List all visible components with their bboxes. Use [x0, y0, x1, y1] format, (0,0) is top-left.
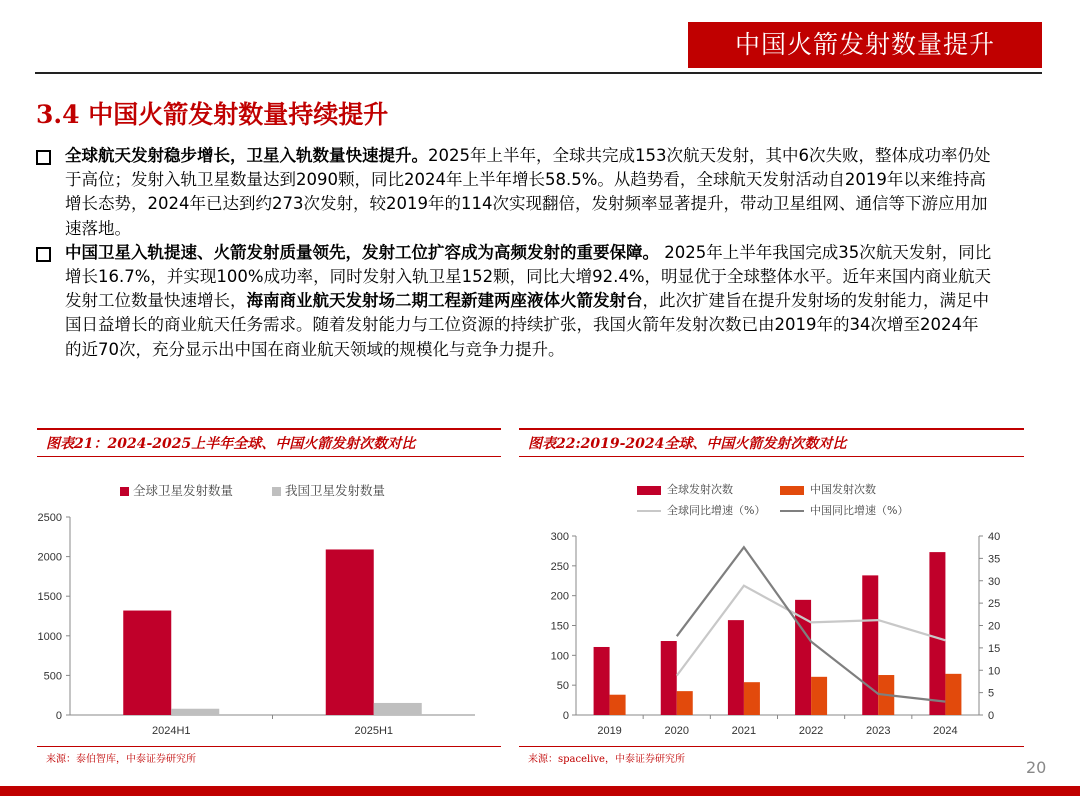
y-right-tick-label: 25 — [988, 598, 1001, 611]
bar-china-2022 — [811, 677, 827, 715]
bar-global-2024H1 — [123, 611, 171, 715]
right-source: 来源：spacelive，中泰证券研究所 — [528, 754, 685, 765]
page-number: 20 — [1026, 758, 1047, 777]
legend-swatch-icon — [120, 487, 129, 496]
bullet-item-2 — [34, 241, 994, 362]
left-panel-rule-bottom — [37, 746, 501, 747]
chart-right — [519, 520, 1039, 750]
legend-line-icon — [637, 510, 661, 512]
checkbox-bullet-icon — [36, 150, 51, 165]
legend-swatch-icon — [780, 486, 804, 495]
bar-global-2019 — [594, 647, 610, 715]
right-legend-item-global-bar — [637, 481, 733, 497]
y-left-tick-label: 100 — [550, 650, 569, 663]
left-legend-label-china: 我国卫星发射数量 — [285, 483, 386, 498]
x-tick-label: 2024 — [933, 725, 958, 737]
legend-swatch-icon — [272, 487, 281, 496]
bullet-2-bold-mid: 海南商业航天发射场二期工程新建两座液体火箭发射台 — [246, 291, 643, 311]
y-tick-label: 0 — [55, 710, 62, 722]
y-left-tick-label: 150 — [550, 620, 569, 633]
x-tick-label: 2025H1 — [354, 725, 394, 737]
x-tick-label: 2023 — [866, 725, 891, 737]
y-tick-label: 1000 — [37, 630, 62, 643]
x-tick-label: 2020 — [664, 725, 689, 737]
y-left-tick-label: 50 — [556, 680, 569, 693]
y-left-tick-label: 300 — [550, 531, 569, 543]
y-right-tick-label: 5 — [988, 687, 995, 700]
bar-china-2024H1 — [171, 709, 219, 715]
bar-global-2024 — [929, 552, 945, 715]
bar-global-2023 — [862, 575, 878, 715]
bar-global-2025H1 — [326, 549, 374, 715]
bullet-item-1 — [34, 144, 994, 241]
y-right-tick-label: 30 — [988, 575, 1001, 588]
y-tick-label: 2500 — [37, 512, 62, 524]
y-right-tick-label: 10 — [988, 665, 1001, 678]
y-tick-label: 500 — [43, 670, 62, 683]
header-banner — [688, 22, 1042, 68]
bar-china-2020 — [677, 691, 693, 715]
legend-swatch-icon — [637, 486, 661, 495]
bullet-1-lead: 全球航天发射稳步增长，卫星入轨数量快速提升。 — [65, 146, 428, 165]
y-right-tick-label: 0 — [988, 710, 995, 722]
legend-line-icon — [780, 510, 804, 512]
header-title: 中国火箭发射数量提升 — [734, 30, 995, 59]
x-tick-label: 2024H1 — [151, 725, 191, 737]
chart-left — [0, 500, 520, 750]
bar-china-2024 — [945, 674, 961, 715]
x-tick-label: 2021 — [731, 725, 757, 737]
bullet-2-text-a: 2025年上半年我国完成35次航天发射，同比增长16.7%，并实现100%成功率，同时发射入轨卫星152颗，同比大增92.4%，明显优于全球整体水平。近年来国内商业航天发射工位数量快速增长， — [65, 242, 992, 311]
right-panel-rule-top — [519, 428, 1024, 430]
right-legend-label-china-line: 中国同比增速（%） — [810, 504, 909, 517]
bar-global-2021 — [728, 620, 744, 715]
left-source: 来源：泰伯智库，中泰证券研究所 — [46, 754, 196, 765]
x-tick-label: 2019 — [597, 725, 622, 737]
y-right-tick-label: 20 — [988, 620, 1001, 633]
y-right-tick-label: 35 — [988, 553, 1001, 566]
y-left-tick-label: 250 — [550, 560, 569, 573]
y-right-tick-label: 40 — [988, 531, 1001, 543]
right-panel-title: 图表22:2019-2024全球、中国火箭发射次数对比 — [528, 436, 847, 452]
y-tick-label: 1500 — [37, 591, 62, 604]
bar-china-2025H1 — [374, 703, 422, 715]
right-legend-item-china-line — [780, 502, 908, 518]
bullet-1-text: 2025年上半年，全球共完成153次航天发射，其中6次失败，整体成功率仍处于高位；发射入轨卫星数量达到2090颗，同比2024年上半年增长58.5%。从趋势看，全球航天发射活动自2019年以来维持高增长态势，2024年已达到约273次发射，较2019年的114次实现翻倍，发射频率显著提升，带动卫星组网、通信等下游应用加速落地。 — [65, 146, 991, 238]
footer-bar — [0, 786, 1080, 796]
left-legend-label-global: 全球卫星发射数量 — [133, 483, 234, 498]
left-legend-item-global — [120, 481, 233, 499]
right-legend-label-china-bar: 中国发射次数 — [810, 483, 876, 496]
right-legend-item-global-line — [637, 502, 765, 518]
checkbox-bullet-icon — [36, 247, 51, 262]
bullet-list — [34, 144, 994, 362]
y-left-tick-label: 0 — [562, 710, 569, 722]
left-panel-title: 图表21：2024-2025上半年全球、中国火箭发射次数对比 — [46, 436, 416, 452]
line-global-growth — [677, 586, 946, 676]
y-right-tick-label: 15 — [988, 642, 1001, 655]
left-panel-rule-top — [37, 428, 501, 430]
right-panel-rule-bottom — [519, 746, 1024, 747]
bar-global-2020 — [661, 641, 677, 715]
header-divider — [35, 72, 1042, 74]
bar-china-2021 — [744, 682, 760, 715]
bar-china-2019 — [610, 695, 626, 715]
y-left-tick-label: 200 — [550, 590, 569, 603]
right-legend-label-global-line: 全球同比增速（%） — [667, 504, 766, 517]
right-panel-rule-sub — [519, 456, 1024, 457]
left-panel-rule-sub — [37, 456, 501, 457]
y-tick-label: 2000 — [37, 551, 62, 564]
bullet-2-text-b: ，此次扩建旨在提升发射场的发射能力，满足中国日益增长的商业航天任务需求。随着发射能力与工位资源的持续扩张，我国火箭年发射次数已由2019年的34次增至2024年的近70次，充分显示出中国在商业航天领域的规模化与竞争力提升。 — [65, 291, 989, 359]
x-tick-label: 2022 — [798, 725, 824, 737]
right-legend-label-global-bar: 全球发射次数 — [667, 483, 733, 496]
bullet-2-lead: 中国卫星入轨提速、火箭发射质量领先，发射工位扩容成为高频发射的重要保障。 — [65, 242, 659, 262]
left-legend-item-china — [272, 481, 385, 499]
right-legend-item-china-bar — [780, 481, 876, 497]
section-title: 3.4 中国火箭发射数量持续提升 — [36, 100, 389, 129]
